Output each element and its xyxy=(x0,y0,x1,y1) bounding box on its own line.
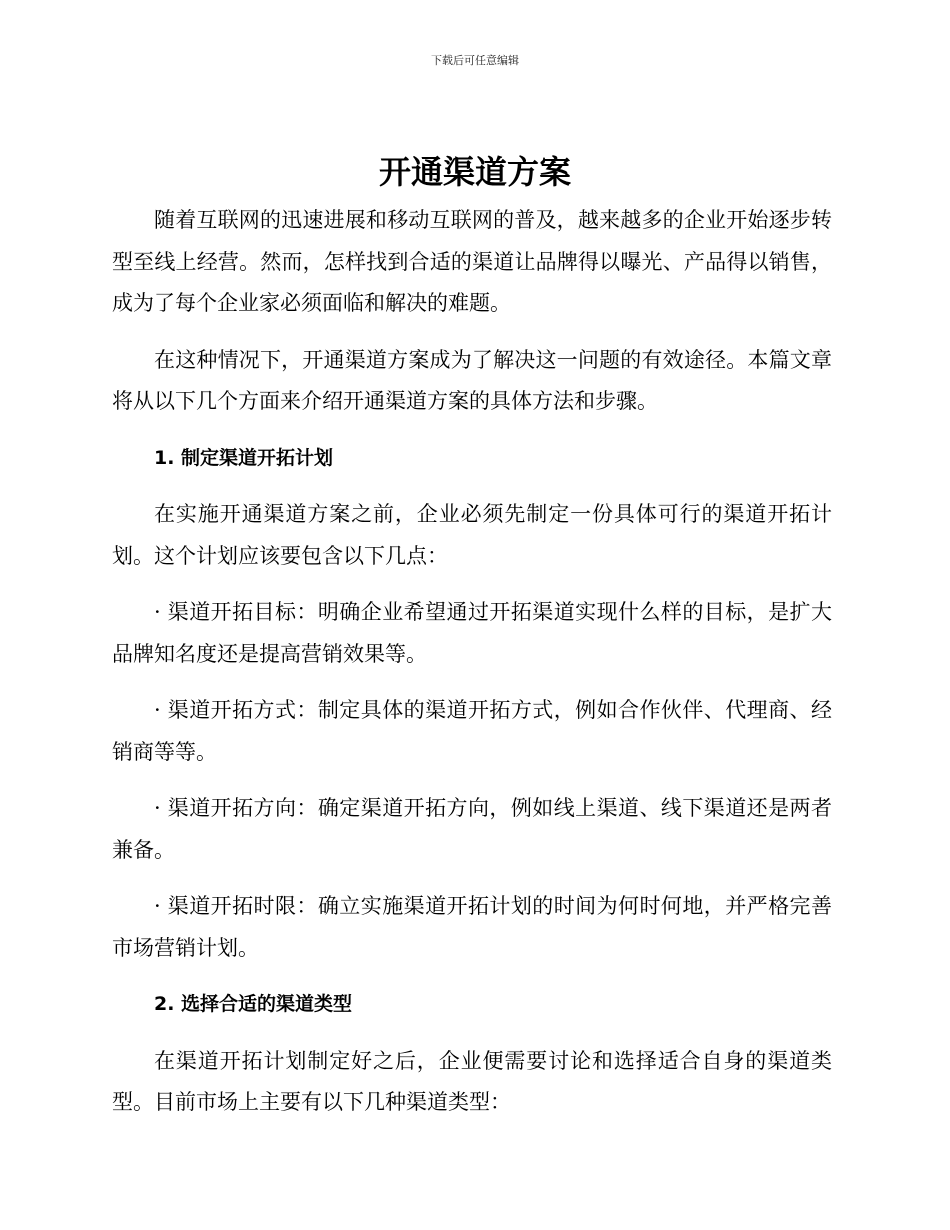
bullet-direction: · 渠道开拓方向：确定渠道开拓方向，例如线上渠道、线下渠道还是两者兼备。 xyxy=(112,796,832,862)
paragraph-section-2-intro: 在渠道开拓计划制定好之后，企业便需要讨论和选择适合自身的渠道类型。目前市场上主要有以下几种渠道类型： xyxy=(112,1048,832,1114)
document-body xyxy=(112,200,832,1124)
document-title: 开通渠道方案 xyxy=(378,153,571,191)
paragraph-intro-2: 在这种情况下，开通渠道方案成为了解决这一问题的有效途径。本篇文章将从以下几个方面来介绍开通渠道方案的具体方法和步骤。 xyxy=(112,347,832,413)
paragraph-section-1-intro: 在实施开通渠道方案之前，企业必须先制定一份具体可行的渠道开拓计划。这个计划应该要包含以下几点： xyxy=(112,502,832,568)
bullet-goal: · 渠道开拓目标：明确企业希望通过开拓渠道实现什么样的目标，是扩大品牌知名度还是提高营销效果等。 xyxy=(112,600,832,666)
page-header: 下载后可任意编辑 xyxy=(431,54,519,67)
paragraph-intro-1: 随着互联网的迅速进展和移动互联网的普及，越来越多的企业开始逐步转型至线上经营。然而，怎样找到合适的渠道让品牌得以曝光、产品得以销售，成为了每个企业家必须面临和解决的难题。 xyxy=(112,208,832,315)
section-heading-2: 2. 选择合适的渠道类型 xyxy=(154,993,353,1015)
bullet-method: · 渠道开拓方式：制定具体的渠道开拓方式，例如合作伙伴、代理商、经销商等等。 xyxy=(112,698,832,764)
section-heading-1: 1. 制定渠道开拓计划 xyxy=(154,446,334,469)
bullet-timeline: · 渠道开拓时限：确立实施渠道开拓计划的时间为何时何地，并严格完善市场营销计划。 xyxy=(112,894,832,960)
